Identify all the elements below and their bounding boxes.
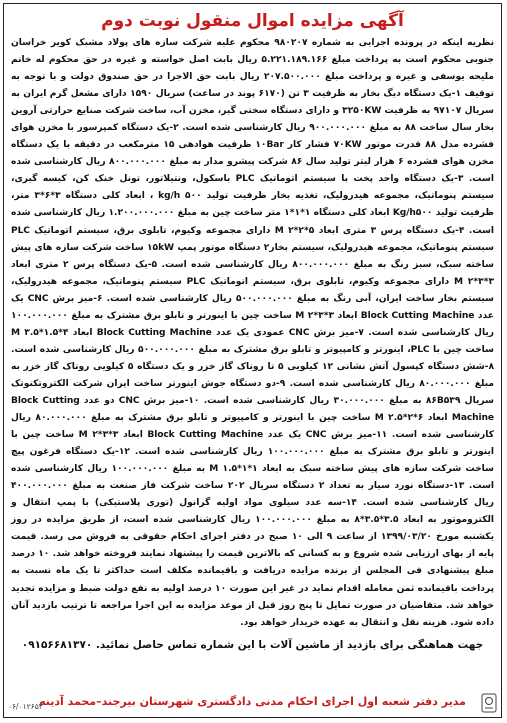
notice-code: ۰۶/۰۱۲۶۵۴ (8, 702, 43, 711)
issuer-signature: مدیر دفتر شعبه اول اجرای احکام مدنی دادگستری شهرستان بیرجند–محمد آدینه (39, 695, 466, 708)
notice-body: نظریه اینکه در پرونده اجرایی به شماره ۹۸۰۲۰۷ محکوم علیه شرکت سازه های پولاد مشبک کویر خراسان جنوبی محکوم است به پرداخت مبلغ ۵.۲۲۱.۱۸۹.۱۶۶ ریال بابت اصل خواسته و غیره در حق محکوم له خانم ملیحه یوسفی و غیره و پرداخت مبلغ ۲۰۷.۵۰۰.۰۰۰ ریال بابت حق الاجرا در حق صندوق دولت و با توجه به توقیف ۱-یک دستگاه دیگ بخار به ظرفیت ۳ تن (۶۱۷۰ پوند در ساعت) سریال ۱۵۹۰ دارای مشعل گرم ایران به سریال ۹۷۱۰۷ به ظرفیت ۳۲۵۰KW و دارای دستگاه سختی گیر، مخزن آب، ساخت شرکت صنایع حرارتی آروین بخار سال ساخت ۸۸ به مبلغ ۹۰۰.۰۰۰.۰۰۰ ریال کارشناسی شده است. ۲-یک دستگاه کمپرسور با مخزن هوای فشرده مدل ۸۸ قدرت موتور ۷۰KW فشار کار ۱۰Bar ظرفیت هوادهی ۱۵ مترمکعب در دقیقه با یک دستگاه مخزن هوای فشرده ۶ هزار لیتر تولید سال ۸۶ شرکت پیشرو مدار به مبلغ ۸۰۰.۰۰۰.۰۰۰ ریال کارشناسی شده است. ۳-یک دستگاه واحد پخت با سیستم اتوماتیک PLC باسکول، ونتیلاتور، تونل خنک کن، کیسه گیری، سیستم پنوماتیک، مجموعه هیدرولیک، تغذیه بخار ظرفیت تولید ۵۰۰ kg/h ، ابعاد کلی دستگاه ۳*۶*۳ متر، ظرفیت تولید Kg/h۵۰۰ ابعاد کلی دستگاه ۱*۱*۱ متر ساخت چین به مبلغ ۱.۲۰۰.۰۰۰.۰۰۰ ریال کارشناسی شده است. ۴-یک دستگاه پرس ۳ متری ابعاد ۵*۲*۲ M دارای مجموعه وکیوم، تابلوی برق، سیستم اتوماتیک PLC سیستم پنوماتیک، مجموعه هیدرولیک، سیستم بخار۲ دستگاه موتور پمپ ۱۵kW ساخت شرکت سازه های پیش ساخته سبک، سبز رنگ به مبلغ ۸۰۰.۰۰۰.۰۰۰ ریال کارشناسی شده است. ۵-یک دستگاه پرس ۲ متری ابعاد ۳*۳*۲ M دارای مجموعه وکیوم، تابلوی برق، سیستم اتوماتیک PLC سیستم پنوماتیک، مجموعه هیدرولیک، سیستم بخار ساخت ایران، آبی رنگ به مبلغ ۵۰۰.۰۰۰.۰۰۰ ریال کارشناسی شده است. ۶-میز برش CNC یک عدد Block Cutting Machine ابعاد ۳*۳*۲ M ساخت چین با اینورتر و تابلو برق مشترک به مبلغ ۱۰۰.۰۰۰.۰۰۰ ریال کارشناسی شده است. ۷-میز برش CNC عمودی یک عدد Block Cutting Machine ابعاد ۴*۱.۵*۳.۵ M ساخت چین با PLC، اینورتر و کامپیوتر و تابلو برق مشترک به مبلغ ۵۰۰.۰۰۰.۰۰۰ ریال کارشناسی شده است. ۸-شش دستگاه کپسول آتش نشانی ۱۲ کیلویی ۵ تا روناک گاز خزر و یک دستگاه ۵ کیلویی روناک گاز خزر به مبلغ ۸۰.۰۰۰.۰۰۰ ریال کارشناسی شده است. ۹-دو دستگاه جوش اینورتر ساخت ایران شرکت الکتروتکنوتک سریال ۸۶B۵۳۹ به مبلغ ۳۰.۰۰۰.۰۰۰ ریال کارشناسی شده است. ۱۰-میز برش CNC دو عدد Block Cutting Machine ابعاد ۶*۲*۲.۵ M ساخت چین با اینورتر و کامپیوتر و تابلو برق مشترک به مبلغ ۸۰.۰۰۰.۰۰۰ ریال کارشناسی شده است. ۱۱-میز برش CNC یک عدد Block Cutting Machine ابعاد ۳*۳*۲ M ساخت چین با اینورتر و تابلو برق مشترک به مبلغ ۱۰۰.۰۰۰.۰۰۰ ریال کارشناسی شده است. ۱۲-یک دستگاه فرغون پیچ ساخت شرکت سازه های پیش ساخته سبک به ابعاد ۱*۱*۱.۵ M به مبلغ ۱۰۰.۰۰۰.۰۰۰ ریال کارشناسی شده است. ۱۳-دستگاه نورد سیار به تعداد ۲ دستگاه سریال ۲۰۲ ساخت شرکت فاز صنعت به مبلغ ۴۰۰.۰۰۰.۰۰۰ ریال کارشناسی شده است. ۱۴-سه عدد سیلوی مواد اولیه گرانول (توری پلاستیکی) با پمپ انتقال و الکتروموتور به ابعاد ۳.۵*۳.۵*۸ به مبلغ ۱۰۰.۰۰۰.۰۰۰ ریال کارشناسی شده است، از طریق مزایده در روز یکشنبه مورخ ۱۳۹۹/۰۳/۲۰ از ساعت ۹ الی ۱۰ صبح در دفتر اجرای احکام حقوقی به فروش می رسد. قیمت پایه از بهای ارزیابی شده شروع و به کسانی که بالاترین قیمت را پیشنهاد نمایند فروخته خواهد شد. ۱۰ درصد مبلغ پیشنهادی فی المجلس از برنده مزایده دریافت و باقیمانده مکلف است حداکثر تا یک ماه نسبت به پرداخت باقیمانده ثمن معامله اقدام نماید در غیر این صورت ۱۰ درصد اولیه به نفع دولت ضبط و مزایده تجدید خواهد شد. متقاضیان در صورت تمایل تا پنج روز قبل از موعد مزایده به این اجرا مراجعه تا ترتیب بازدید آنان داده شود. هزینه نقل و انتقال به عهده خریدار خواهد بود. (11, 38, 495, 628)
emblem-icon (481, 693, 497, 713)
contact-line: جهت هماهنگی برای بازدید از ماشین آلات با این شماره تماس حاصل نمائید. ۰۹۱۵۶۶۸۱۳۷۰ (21, 638, 484, 651)
notice-frame (3, 3, 502, 718)
notice-title: آگهی مزایده اموال منقول نوبت دوم (101, 11, 404, 31)
footer (4, 689, 501, 715)
